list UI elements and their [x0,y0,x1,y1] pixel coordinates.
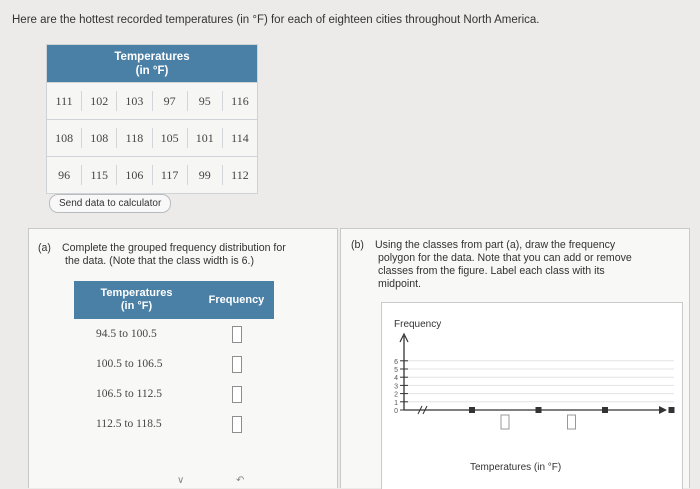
temperatures-table [46,44,258,194]
table-row [74,349,274,379]
y-tick-label: 2 [394,391,398,399]
part-b-instructions [351,239,681,291]
frequency-polygon-graph[interactable] [381,302,683,489]
table-cell: 99 [188,165,223,185]
frequency-input[interactable] [232,386,242,403]
table-row [74,319,274,349]
frequency-input[interactable] [232,416,242,433]
table-cell: 101 [188,128,223,148]
table-cell: 108 [82,128,117,148]
temperatures-column-header [74,281,199,319]
chevron-down-icon[interactable]: ∨ [177,475,185,486]
class-label: 112.5 to 118.5 [96,418,162,430]
table-cell: 105 [153,128,188,148]
y-axis-label: Frequency [394,319,442,330]
table-cell: 96 [47,165,82,185]
temperatures-header-title: Temperatures [114,51,190,63]
class-label-boxes [501,415,682,429]
problem-intro: Here are the hottest recorded temperatures (in °F) for each of eighteen cities throughout North America. [12,14,540,26]
part-a-panel [28,228,338,488]
temperatures-header-unit: (in °F) [135,65,169,77]
table-cell: 116 [231,94,249,108]
part-a-line1: Complete the grouped frequency distribution for [62,242,286,254]
table-row [74,409,274,439]
part-b-panel [340,228,690,488]
y-tick-label: 3 [394,383,398,391]
part-a-instructions [38,242,333,268]
y-tick-label: 4 [394,375,398,383]
polygon-point[interactable] [602,407,608,413]
part-b-line4: midpoint. [378,278,421,290]
part-b-line3: classes from the figure. Label each class with its [378,265,605,277]
x-axis-arrow-icon [659,406,667,414]
frequency-table [74,281,274,439]
table-cell: 97 [153,91,188,111]
part-b-line1: Using the classes from part (a), draw the frequency [375,239,616,251]
part-b-tag: (b) [351,239,364,251]
temperatures-column-unit: (in °F) [120,300,153,312]
table-cell: 112 [231,168,249,182]
table-row [47,156,257,193]
class-midpoint-input[interactable] [568,415,576,429]
x-axis-label: Temperatures (in °F) [470,462,562,473]
temperatures-table-header [47,45,257,82]
part-a-line2: the data. (Note that the class width is 6.) [65,255,255,267]
table-cell: 118 [117,128,152,148]
send-to-calculator-button[interactable]: Send data to calculator [49,194,171,213]
polygon-point[interactable] [669,407,675,413]
table-cell: 106 [117,165,152,185]
undo-icon[interactable]: ↶ [236,475,245,486]
grid-lines [404,361,674,402]
y-tick-label: 5 [394,367,398,374]
y-tick-label: 1 [394,399,398,407]
polygon-point[interactable] [469,407,475,413]
frequency-column-header: Frequency [208,294,265,306]
part-b-line2: polygon for the data. Note that you can add or remove [378,252,632,264]
frequency-input[interactable] [232,356,242,373]
part-a-tag: (a) [38,242,51,254]
frequency-input[interactable] [232,326,242,343]
temperatures-column-title: Temperatures [100,287,173,299]
class-midpoint-input[interactable] [501,415,509,429]
class-label: 106.5 to 112.5 [96,388,163,400]
table-row [47,82,257,119]
table-cell: 115 [82,165,117,185]
table-cell: 114 [231,131,249,145]
table-cell: 108 [47,128,82,148]
table-row [47,119,257,156]
table-cell: 103 [117,91,152,111]
table-row [74,379,274,409]
y-tick-label: 6 [394,358,398,366]
table-cell: 102 [82,91,117,111]
frequency-table-header [74,281,274,319]
table-cell: 117 [153,165,188,185]
table-cell: 95 [188,91,223,111]
class-label: 100.5 to 106.5 [96,358,163,370]
table-cell: 111 [47,91,82,111]
polygon-point[interactable] [536,407,542,413]
y-tick-label: 0 [394,408,398,415]
y-ticks [394,359,408,415]
class-label: 94.5 to 100.5 [96,328,157,340]
